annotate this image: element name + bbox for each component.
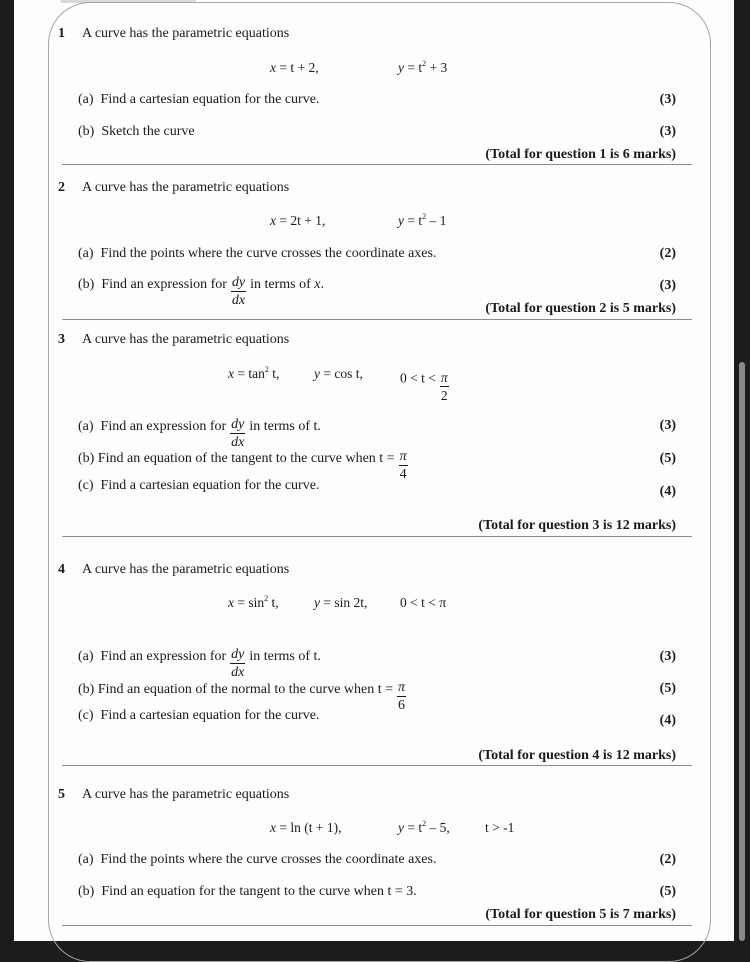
parametric-equations xyxy=(58,818,692,838)
marks-c: (4) xyxy=(659,484,676,499)
question-number: 4 xyxy=(58,562,65,577)
divider xyxy=(62,765,692,766)
marks-b: (3) xyxy=(659,278,676,293)
marks-b: (5) xyxy=(659,451,676,466)
parametric-equations xyxy=(58,58,692,78)
marks-a: (3) xyxy=(659,649,676,664)
marks-a: (2) xyxy=(659,852,676,867)
question-stem: A curve has the parametric equations xyxy=(82,180,290,195)
question-number: 1 xyxy=(58,26,65,41)
x-equation: x = 2t + 1, xyxy=(270,213,326,228)
question-total: (Total for question 3 is 12 marks) xyxy=(478,518,676,533)
part-a: (a) Find an expression for $\frac{dy}{dx}$ in terms of t. xyxy=(78,417,321,450)
part-b: (b) Find an equation of the normal to the curve when t = $\frac{\pi}{6}$ xyxy=(78,680,406,713)
t-range: 0 < t < $\frac{\pi}{2}$ xyxy=(400,370,448,403)
part-b: (b) Find an equation for the tangent to the curve when t = 3. xyxy=(78,884,417,899)
marks-b: (5) xyxy=(659,681,676,696)
x-equation: $x = \sin^2 t$, xyxy=(228,594,279,610)
marks-a: (3) xyxy=(659,418,676,433)
y-equation: y = sin 2t, xyxy=(314,595,368,610)
question-stem: A curve has the parametric equations xyxy=(82,562,290,577)
marks-c: (4) xyxy=(659,713,676,728)
t-range: t > -1 xyxy=(485,820,515,835)
parametric-equations xyxy=(58,364,692,403)
marks-a: (3) xyxy=(659,92,676,107)
pi-over-4-fraction: $\frac{\pi}{4}$ xyxy=(399,449,407,482)
part-b: (b) Sketch the curve xyxy=(78,124,195,139)
question-2 xyxy=(58,178,692,316)
divider xyxy=(62,536,692,537)
question-1 xyxy=(58,24,692,162)
part-a: (a) Find a cartesian equation for the curve. xyxy=(78,92,320,107)
question-total: (Total for question 4 is 12 marks) xyxy=(478,748,676,763)
parametric-equations xyxy=(58,211,692,231)
question-number: 5 xyxy=(58,787,65,802)
dy-dx-fraction: $\frac{dy}{dx}$ xyxy=(231,417,245,450)
part-a: (a) Find the points where the curve crosses the coordinate axes. xyxy=(78,852,437,867)
part-a: (a) Find an expression for $\frac{dy}{dx}$ in terms of t. xyxy=(78,647,321,680)
marks-b: (3) xyxy=(659,124,676,139)
question-4 xyxy=(58,560,692,763)
x-equation: x = ln (t + 1), xyxy=(270,820,342,835)
t-range: 0 < t < π xyxy=(400,595,447,610)
question-stem: A curve has the parametric equations xyxy=(82,26,290,41)
part-c: (c) Find a cartesian equation for the curve. xyxy=(78,708,320,723)
x-equation: x = t + 2, xyxy=(270,60,319,75)
question-stem: A curve has the parametric equations xyxy=(82,787,290,802)
divider xyxy=(62,164,692,165)
question-3 xyxy=(58,330,692,533)
question-total: (Total for question 5 is 7 marks) xyxy=(485,907,676,922)
part-a: (a) Find the points where the curve crosses the coordinate axes. xyxy=(78,246,437,261)
question-number: 3 xyxy=(58,332,65,347)
divider xyxy=(62,319,692,320)
pi-over-6-fraction: $\frac{\pi}{6}$ xyxy=(398,680,406,713)
question-stem: A curve has the parametric equations xyxy=(82,332,290,347)
y-equation: $y = t^2 - 5$, xyxy=(398,819,450,835)
part-b: (b) Find an equation of the tangent to the curve when t = $\frac{\pi}{4}$ xyxy=(78,449,407,482)
y-equation: $y = t^2 - 1$ xyxy=(398,212,447,228)
divider xyxy=(62,925,692,926)
pi-over-2-fraction: $\frac{\pi}{2}$ xyxy=(440,370,448,403)
dy-dx-fraction: $\frac{dy}{dx}$ xyxy=(231,647,245,680)
part-c: (c) Find a cartesian equation for the curve. xyxy=(78,478,320,493)
scrollbar-thumb[interactable] xyxy=(739,362,745,941)
y-equation: $y = t^2 + 3$ xyxy=(398,59,448,75)
question-total: (Total for question 1 is 6 marks) xyxy=(485,147,676,162)
dy-dx-fraction: $\frac{dy}{dx}$ xyxy=(231,275,246,308)
marks-a: (2) xyxy=(659,246,676,261)
parametric-equations xyxy=(58,593,692,613)
marks-b: (5) xyxy=(659,884,676,899)
y-equation: y = cos t, xyxy=(314,366,363,381)
question-5 xyxy=(58,785,692,922)
part-b: (b) Find an expression for $\frac{dy}{dx}$ in terms of x. xyxy=(78,275,325,308)
x-equation: $x = \tan^2 t$, xyxy=(228,365,280,381)
question-number: 2 xyxy=(58,180,65,195)
question-total: (Total for question 2 is 5 marks) xyxy=(485,301,676,316)
